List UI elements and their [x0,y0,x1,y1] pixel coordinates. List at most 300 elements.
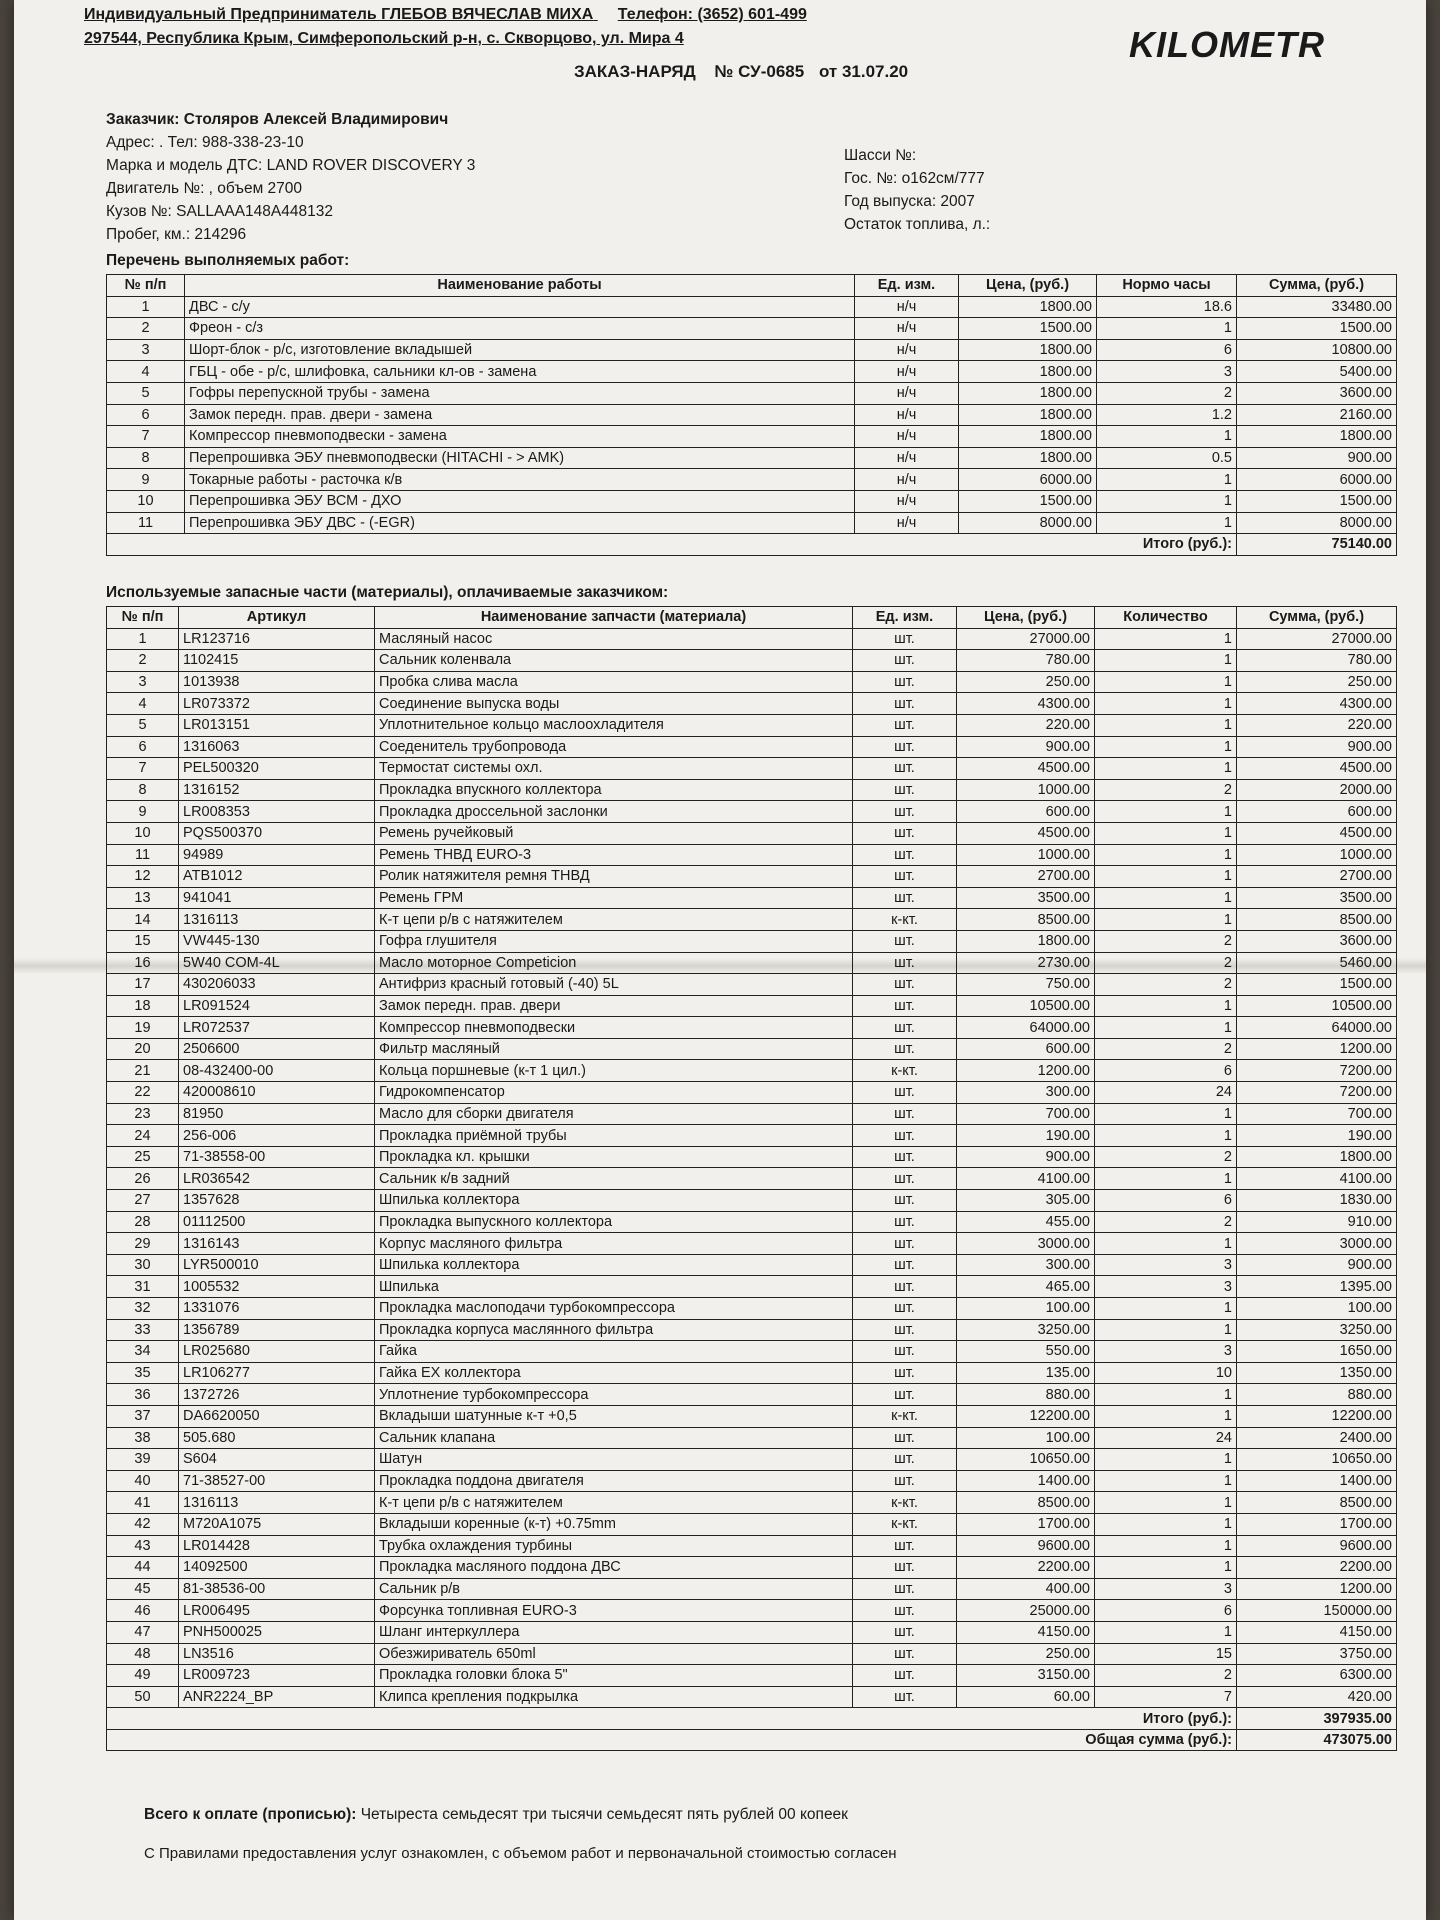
parts-row [107,1557,1397,1579]
parts-cell: 2 [1095,930,1237,952]
parts-cell: Обезжириватель 650ml [375,1643,853,1665]
chassis-number: Шасси №: [844,147,917,164]
parts-cell: 15 [107,930,179,952]
parts-cell: 1102415 [179,650,375,672]
parts-cell: 9600.00 [1237,1535,1397,1557]
parts-cell: 1 [1095,1470,1237,1492]
parts-cell: 600.00 [957,1038,1095,1060]
parts-cell: 1 [1095,650,1237,672]
parts-cell: 1316143 [179,1233,375,1255]
parts-cell: 1800.00 [957,930,1095,952]
parts-cell: 1500.00 [1237,974,1397,996]
parts-cell: 16 [107,952,179,974]
parts-header-cell: Ед. изм. [853,607,957,629]
parts-cell: 1000.00 [957,844,1095,866]
parts-row [107,1103,1397,1125]
works-cell: 8000.00 [959,512,1097,534]
parts-row [107,779,1397,801]
works-cell: 7 [107,426,185,448]
parts-row [107,1254,1397,1276]
parts-cell: LR036542 [179,1168,375,1190]
parts-cell: 3 [1095,1254,1237,1276]
parts-cell: шт. [853,1211,957,1233]
parts-cell: Форсунка топливная EURO-3 [375,1600,853,1622]
parts-cell: Прокладка маслоподачи турбокомпрессора [375,1298,853,1320]
works-header-cell: Цена, (руб.) [959,275,1097,297]
parts-cell: PEL500320 [179,758,375,780]
parts-cell: 941041 [179,887,375,909]
parts-cell: шт. [853,1103,957,1125]
parts-cell: 6 [1095,1060,1237,1082]
parts-cell: 1395.00 [1237,1276,1397,1298]
parts-row [107,801,1397,823]
parts-cell: 71-38527-00 [179,1470,375,1492]
works-header-cell: Нормо часы [1097,275,1237,297]
parts-cell: 12200.00 [1237,1405,1397,1427]
parts-cell: 880.00 [1237,1384,1397,1406]
parts-row [107,1017,1397,1039]
parts-cell: Масло для сборки двигателя [375,1103,853,1125]
parts-cell: 550.00 [957,1341,1095,1363]
parts-cell: 1200.00 [1237,1038,1397,1060]
parts-cell: 1800.00 [1237,1146,1397,1168]
parts-cell: 256-006 [179,1125,375,1147]
parts-row [107,844,1397,866]
parts-cell: LR013151 [179,714,375,736]
parts-cell: 100.00 [1237,1298,1397,1320]
parts-cell: 81950 [179,1103,375,1125]
parts-cell: Прокладка впускного коллектора [375,779,853,801]
parts-cell: шт. [853,1082,957,1104]
parts-cell: 36 [107,1384,179,1406]
parts-cell: 3 [1095,1578,1237,1600]
parts-cell: 300.00 [957,1082,1095,1104]
parts-cell: 48 [107,1643,179,1665]
works-row [107,426,1397,448]
works-cell: 8 [107,447,185,469]
works-row [107,296,1397,318]
parts-total-label: Итого (руб.): [107,1708,1237,1730]
parts-cell: 1700.00 [957,1513,1095,1535]
parts-cell: 4500.00 [1237,822,1397,844]
works-total-label: Итого (руб.): [107,534,1237,556]
parts-cell: 1350.00 [1237,1362,1397,1384]
works-cell: 1 [1097,490,1237,512]
parts-cell: 1 [1095,887,1237,909]
parts-row [107,1600,1397,1622]
parts-cell: 1000.00 [1237,844,1397,866]
parts-cell: 21 [107,1060,179,1082]
parts-cell: 8500.00 [1237,1492,1397,1514]
parts-cell: LR072537 [179,1017,375,1039]
parts-cell: 505.680 [179,1427,375,1449]
parts-cell: 4500.00 [957,758,1095,780]
parts-cell: 71-38558-00 [179,1146,375,1168]
parts-cell: Термостат системы охл. [375,758,853,780]
parts-cell: 45 [107,1578,179,1600]
parts-row [107,1643,1397,1665]
works-cell: 3600.00 [1237,382,1397,404]
parts-cell: 1013938 [179,671,375,693]
parts-cell: 150000.00 [1237,1600,1397,1622]
parts-cell: Гайка [375,1341,853,1363]
parts-cell: 1 [1095,1621,1237,1643]
parts-cell: шт. [853,887,957,909]
parts-cell: 1 [1095,1513,1237,1535]
works-cell: 6 [1097,339,1237,361]
parts-cell: 17 [107,974,179,996]
parts-cell: 14 [107,909,179,931]
parts-row [107,1405,1397,1427]
parts-row [107,758,1397,780]
works-cell: Перепрошивка ЭБУ ДВС - (-EGR) [185,512,855,534]
parts-cell: 28 [107,1211,179,1233]
works-cell: н/ч [855,361,959,383]
works-row [107,382,1397,404]
parts-row [107,1125,1397,1147]
parts-row [107,736,1397,758]
parts-cell: 880.00 [957,1384,1095,1406]
parts-cell: 1356789 [179,1319,375,1341]
parts-cell: шт. [853,650,957,672]
works-row [107,404,1397,426]
parts-cell: 190.00 [957,1125,1095,1147]
parts-cell: 1 [1095,1125,1237,1147]
parts-cell: Компрессор пневмоподвески [375,1017,853,1039]
parts-cell: шт. [853,736,957,758]
parts-cell: DA6620050 [179,1405,375,1427]
parts-cell: 465.00 [957,1276,1095,1298]
parts-cell: 24 [1095,1082,1237,1104]
parts-cell: 1 [1095,1017,1237,1039]
works-header-cell: Сумма, (руб.) [1237,275,1397,297]
order-document [14,0,1426,1920]
parts-cell: 2 [1095,1665,1237,1687]
parts-row [107,1513,1397,1535]
works-row [107,469,1397,491]
parts-cell: шт. [853,1190,957,1212]
parts-cell: 2 [1095,779,1237,801]
parts-cell: 780.00 [1237,650,1397,672]
parts-cell: LR091524 [179,995,375,1017]
works-row [107,512,1397,534]
works-cell: 8000.00 [1237,512,1397,534]
parts-cell: 3600.00 [1237,930,1397,952]
customer-address: Адрес: . Тел: 988-338-23-10 [106,134,304,151]
parts-cell: 1 [1095,866,1237,888]
parts-cell: Шланг интеркуллера [375,1621,853,1643]
parts-cell: 15 [1095,1643,1237,1665]
parts-cell: 1 [1095,995,1237,1017]
parts-cell: шт. [853,1470,957,1492]
parts-cell: шт. [853,1384,957,1406]
parts-cell: шт. [853,1665,957,1687]
parts-cell: 7 [107,758,179,780]
works-cell: 18.6 [1097,296,1237,318]
parts-row [107,693,1397,715]
parts-cell: 47 [107,1621,179,1643]
parts-row [107,1146,1397,1168]
parts-cell: 81-38536-00 [179,1578,375,1600]
vehicle-model: Марка и модель ДТС: LAND ROVER DISCOVERY 3 [106,157,476,174]
parts-cell: 22 [107,1082,179,1104]
works-cell: ГБЦ - обе - р/с, шлифовка, сальники кл-ов - замена [185,361,855,383]
parts-cell: шт. [853,1535,957,1557]
parts-cell: 900.00 [957,736,1095,758]
grand-total-label: Общая сумма (руб.): [107,1729,1237,1751]
works-cell: ДВС - с/у [185,296,855,318]
parts-cell: 9600.00 [957,1535,1095,1557]
parts-cell: 10 [1095,1362,1237,1384]
parts-cell: 100.00 [957,1427,1095,1449]
total-in-words-value: Четыреста семьдесят три тысячи семьдесят пять рублей 00 копеек [360,1806,848,1823]
parts-cell: шт. [853,1643,957,1665]
parts-cell: 01112500 [179,1211,375,1233]
parts-cell: Гидрокомпенсатор [375,1082,853,1104]
parts-cell: 3150.00 [957,1665,1095,1687]
parts-cell: 40 [107,1470,179,1492]
parts-cell: LR014428 [179,1535,375,1557]
parts-cell: шт. [853,952,957,974]
parts-row [107,714,1397,736]
works-cell: н/ч [855,382,959,404]
parts-cell: Шатун [375,1449,853,1471]
parts-cell: 1 [1095,801,1237,823]
parts-cell: Ремень ТНВД EURO-3 [375,844,853,866]
parts-cell: 10650.00 [1237,1449,1397,1471]
parts-cell: M720A1075 [179,1513,375,1535]
parts-cell: 37 [107,1405,179,1427]
parts-cell: 1000.00 [957,779,1095,801]
works-cell: 900.00 [1237,447,1397,469]
parts-header-cell: Количество [1095,607,1237,629]
works-cell: 1500.00 [959,490,1097,512]
parts-cell: 9 [107,801,179,823]
parts-cell: 1700.00 [1237,1513,1397,1535]
parts-cell: 50 [107,1686,179,1708]
parts-cell: 190.00 [1237,1125,1397,1147]
works-cell: Шорт-блок - р/с, изготовление вкладышей [185,339,855,361]
works-title: Перечень выполняемых работ: [106,252,350,269]
parts-row [107,1362,1397,1384]
parts-row [107,1190,1397,1212]
works-cell: 1500.00 [1237,318,1397,340]
parts-row [107,1384,1397,1406]
parts-cell: шт. [853,866,957,888]
parts-cell: Масло моторное Competicion [375,952,853,974]
parts-cell: 4300.00 [1237,693,1397,715]
parts-cell: 3500.00 [1237,887,1397,909]
works-cell: Перепрошивка ЭБУ ВСМ - ДХО [185,490,855,512]
parts-row [107,866,1397,888]
parts-cell: 10500.00 [957,995,1095,1017]
parts-cell: ANR2224_BP [179,1686,375,1708]
parts-cell: Соединение выпуска воды [375,693,853,715]
parts-cell: ATB1012 [179,866,375,888]
parts-cell: 8500.00 [957,909,1095,931]
parts-cell: 1 [1095,1233,1237,1255]
parts-row [107,1276,1397,1298]
parts-cell: 430206033 [179,974,375,996]
parts-cell: шт. [853,801,957,823]
parts-cell: 13 [107,887,179,909]
parts-cell: шт. [853,844,957,866]
works-cell: 10 [107,490,185,512]
parts-cell: 4100.00 [957,1168,1095,1190]
parts-header-cell: Цена, (руб.) [957,607,1095,629]
works-row [107,361,1397,383]
parts-cell: 1 [1095,671,1237,693]
parts-cell: шт. [853,1276,957,1298]
parts-cell: 1 [1095,1492,1237,1514]
parts-cell: 3250.00 [1237,1319,1397,1341]
parts-cell: шт. [853,930,957,952]
works-cell: н/ч [855,490,959,512]
parts-cell: к-кт. [853,1513,957,1535]
parts-cell: шт. [853,693,957,715]
works-cell: 0.5 [1097,447,1237,469]
parts-cell: 3 [107,671,179,693]
parts-cell: Уплотнительное кольцо маслоохладителя [375,714,853,736]
parts-cell: VW445-130 [179,930,375,952]
parts-cell: 25 [107,1146,179,1168]
order-number: № СУ-0685 [714,62,805,81]
works-cell: 1800.00 [959,361,1097,383]
parts-table [106,606,1397,1751]
parts-cell: 29 [107,1233,179,1255]
works-row [107,318,1397,340]
parts-cell: Шпилька коллектора [375,1254,853,1276]
parts-cell: 64000.00 [1237,1017,1397,1039]
parts-row [107,628,1397,650]
parts-cell: Фильтр масляный [375,1038,853,1060]
parts-cell: 25000.00 [957,1600,1095,1622]
parts-row [107,1686,1397,1708]
works-header-row [107,275,1397,297]
parts-cell: Вкладыши коренные (к-т) +0.75mm [375,1513,853,1535]
parts-cell: Прокладка кл. крышки [375,1146,853,1168]
parts-cell: 2730.00 [957,952,1095,974]
works-cell: 1 [1097,512,1237,534]
company-phone: Телефон: (3652) 601-499 [617,6,807,23]
parts-cell: 7200.00 [1237,1082,1397,1104]
parts-cell: 2 [1095,974,1237,996]
works-cell: н/ч [855,339,959,361]
works-cell: 9 [107,469,185,491]
parts-cell: 700.00 [1237,1103,1397,1125]
parts-cell: 420008610 [179,1082,375,1104]
parts-cell: 2 [107,650,179,672]
parts-cell: Замок передн. прав. двери [375,995,853,1017]
parts-cell: 2000.00 [1237,779,1397,801]
parts-cell: шт. [853,1254,957,1276]
works-cell: 4 [107,361,185,383]
works-cell: 1500.00 [959,318,1097,340]
parts-cell: 1316113 [179,909,375,931]
parts-cell: 42 [107,1513,179,1535]
works-cell: н/ч [855,318,959,340]
parts-cell: 1200.00 [1237,1578,1397,1600]
parts-row [107,1341,1397,1363]
works-header-cell: Ед. изм. [855,275,959,297]
parts-cell: Шпилька коллектора [375,1190,853,1212]
parts-cell: 1005532 [179,1276,375,1298]
parts-cell: К-т цепи р/в с натяжителем [375,909,853,931]
parts-cell: 1 [1095,1168,1237,1190]
parts-cell: 8500.00 [957,1492,1095,1514]
parts-row [107,1168,1397,1190]
works-cell: 1800.00 [959,296,1097,318]
parts-cell: Ролик натяжителя ремня ТНВД [375,866,853,888]
parts-cell: 35 [107,1362,179,1384]
parts-cell: 1331076 [179,1298,375,1320]
parts-cell: 24 [1095,1427,1237,1449]
works-table [106,274,1397,556]
parts-cell: 100.00 [957,1298,1095,1320]
parts-cell: 455.00 [957,1211,1095,1233]
parts-cell: Прокладка поддона двигателя [375,1470,853,1492]
parts-cell: 2400.00 [1237,1427,1397,1449]
parts-cell: 700.00 [957,1103,1095,1125]
parts-cell: Прокладка приёмной трубы [375,1125,853,1147]
parts-cell: шт. [853,974,957,996]
parts-cell: 750.00 [957,974,1095,996]
parts-header-row [107,607,1397,629]
works-body [107,296,1397,534]
year: Год выпуска: 2007 [844,193,975,210]
parts-cell: 60.00 [957,1686,1095,1708]
parts-cell: Масляный насос [375,628,853,650]
parts-row [107,1038,1397,1060]
parts-cell: 3000.00 [957,1233,1095,1255]
parts-cell: 1372726 [179,1384,375,1406]
parts-cell: 1400.00 [1237,1470,1397,1492]
parts-cell: 6 [107,736,179,758]
parts-row [107,1492,1397,1514]
parts-cell: 1316152 [179,779,375,801]
parts-cell: 1 [1095,1557,1237,1579]
parts-cell: К-т цепи р/в с натяжителем [375,1492,853,1514]
works-total-value: 75140.00 [1237,534,1397,556]
parts-row [107,1470,1397,1492]
works-cell: Фреон - с/з [185,318,855,340]
parts-cell: 23 [107,1103,179,1125]
parts-cell: 1 [1095,736,1237,758]
company-address: 297544, Республика Крым, Симферопольский р-н, с. Скворцово, ул. Мира 4 [84,30,684,47]
parts-cell: 3750.00 [1237,1643,1397,1665]
works-cell: н/ч [855,404,959,426]
parts-cell: Ремень ручейковый [375,822,853,844]
parts-cell: 600.00 [1237,801,1397,823]
fuel-level: Остаток топлива, л.: [844,216,991,233]
parts-cell: 6 [1095,1190,1237,1212]
parts-cell: LR006495 [179,1600,375,1622]
parts-cell: 32 [107,1298,179,1320]
parts-cell: 26 [107,1168,179,1190]
parts-row [107,671,1397,693]
parts-cell: LR009723 [179,1665,375,1687]
parts-cell: Сальник коленвала [375,650,853,672]
works-cell: 1 [1097,318,1237,340]
works-cell: 10800.00 [1237,339,1397,361]
works-row [107,447,1397,469]
parts-cell: Гофра глушителя [375,930,853,952]
parts-cell: 27000.00 [1237,628,1397,650]
works-cell: н/ч [855,296,959,318]
parts-cell: 18 [107,995,179,1017]
parts-cell: 1 [1095,1103,1237,1125]
parts-cell: LR123716 [179,628,375,650]
